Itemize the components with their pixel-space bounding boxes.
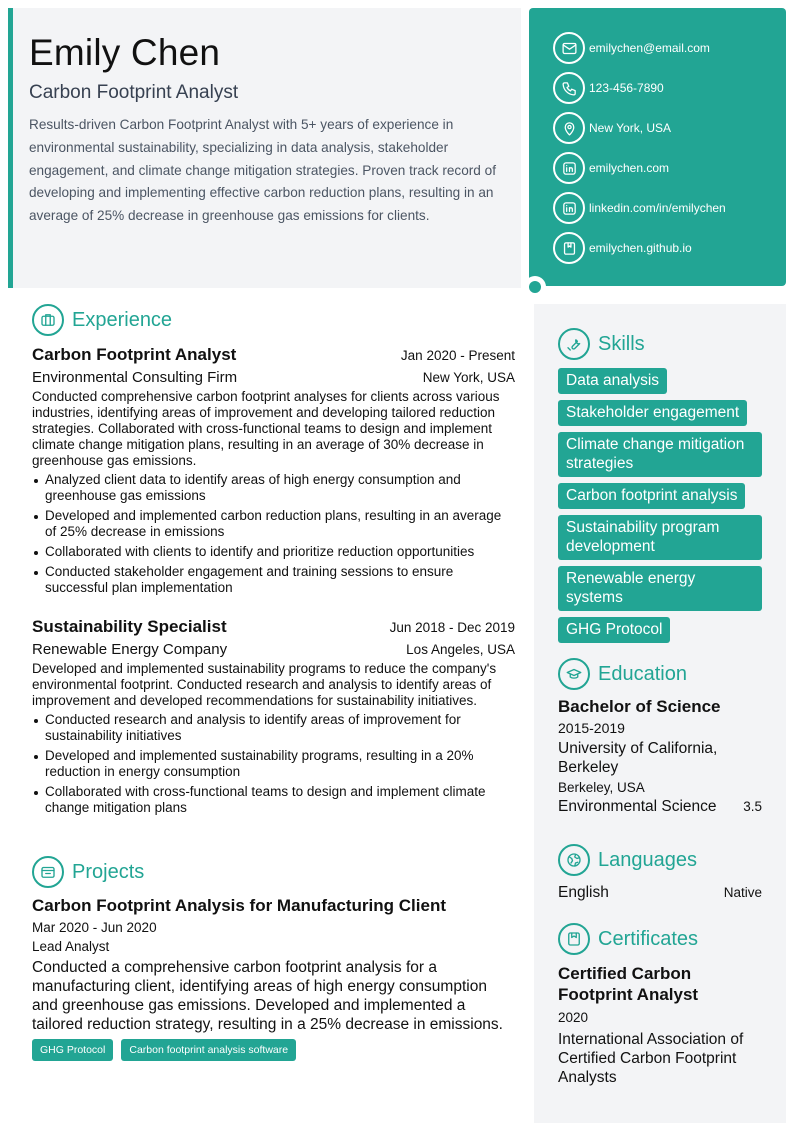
project-title: Carbon Footprint Analysis for Manufacturing Client xyxy=(32,896,446,915)
job-bullets xyxy=(32,472,515,596)
contact-phone[interactable] xyxy=(553,72,664,104)
phone-icon xyxy=(553,72,585,104)
briefcase-icon xyxy=(32,304,64,336)
edu-field: Environmental Science xyxy=(558,798,717,815)
contact-location-text: New York, USA xyxy=(589,121,672,135)
skill-tag: Carbon footprint analysis xyxy=(558,483,745,509)
edu-location: Berkeley, USA xyxy=(558,780,645,795)
edu-degree: Bachelor of Science xyxy=(558,697,721,716)
bullet-item: Conducted stakeholder engagement and training sessions to ensure successful plan implementation xyxy=(32,564,515,596)
edu-school: University of California, Berkeley xyxy=(558,740,718,776)
bullet-item: Collaborated with clients to identify and prioritize reduction opportunities xyxy=(32,544,515,560)
experience-title: Experience xyxy=(72,308,173,331)
cert-issuer: International Association of Certified Carbon Footprint Analysts xyxy=(558,1031,744,1086)
linkedin-icon xyxy=(553,192,585,224)
edu-gpa: 3.5 xyxy=(743,799,762,814)
contact-linkedin[interactable] xyxy=(553,192,726,224)
experience-heading xyxy=(32,304,172,336)
certificate-item xyxy=(558,963,768,1087)
contact-phone-text: 123-456-7890 xyxy=(589,81,664,95)
project-tags xyxy=(32,1039,515,1061)
project-item xyxy=(32,896,515,1061)
project-description: Conducted a comprehensive carbon footprint analysis for a manufacturing client, identifying areas of high energy consumption and greenhouse gas emissions. Developed and implemented a tailored reduction strategy, resulting in a 25% decrease in emissions. xyxy=(32,959,503,1033)
certificates-title: Certificates xyxy=(598,927,699,950)
github-icon xyxy=(553,232,585,264)
contact-email[interactable] xyxy=(553,32,710,64)
education-title: Education xyxy=(598,662,687,685)
graduation-cap-icon xyxy=(558,658,590,690)
skills-heading xyxy=(558,328,645,360)
candidate-name: Emily Chen xyxy=(29,32,221,73)
skill-tag: Climate change mitigation strategies xyxy=(558,432,762,477)
contact-website-text: emilychen.com xyxy=(589,161,670,175)
skill-tag: Sustainability program development xyxy=(558,515,762,560)
bullet-item: Collaborated with cross-functional teams to design and implement climate change mitigation plans xyxy=(32,784,515,816)
contact-github[interactable] xyxy=(553,232,692,264)
job-dates: Jun 2018 - Dec 2019 xyxy=(389,620,515,635)
job-description: Developed and implemented sustainability programs to reduce the company's environmental footprint. Conducted research and analysis to identify areas of improvement and developed recommendations for sustainability initiatives. xyxy=(32,661,497,708)
education-heading xyxy=(558,658,687,690)
location-icon xyxy=(553,112,585,144)
cert-name: Certified Carbon Footprint Analyst xyxy=(558,964,699,1004)
education-item xyxy=(558,697,762,816)
languages-heading xyxy=(558,844,697,876)
job-description: Conducted comprehensive carbon footprint analyses for clients across various industries, identifying areas of improvement and developing tailored reduction strategies. Collaborated with cross-functional teams to design and implement climate change mitigation plans, resulting in an average of 30% decrease in greenhouse gas emissions. xyxy=(32,389,500,468)
experience-item xyxy=(32,617,515,820)
contact-panel xyxy=(529,8,786,286)
project-icon xyxy=(32,856,64,888)
header-panel xyxy=(8,8,521,288)
certificates-heading xyxy=(558,923,698,955)
job-location: New York, USA xyxy=(422,370,515,385)
project-role: Lead Analyst xyxy=(32,939,110,954)
candidate-title: Carbon Footprint Analyst xyxy=(29,82,239,103)
experience-item xyxy=(32,345,515,600)
project-tag: Carbon footprint analysis software xyxy=(121,1039,296,1061)
skills-list xyxy=(558,368,768,649)
edu-years: 2015-2019 xyxy=(558,720,625,736)
job-bullets xyxy=(32,712,515,816)
job-role: Sustainability Specialist xyxy=(32,617,227,636)
skill-tag: Renewable energy systems xyxy=(558,566,762,611)
contact-github-text: emilychen.github.io xyxy=(589,241,692,255)
project-tag: GHG Protocol xyxy=(32,1039,113,1061)
linkedin-icon xyxy=(553,152,585,184)
cert-year: 2020 xyxy=(558,1010,589,1025)
timeline-dot xyxy=(529,281,541,293)
summary: Results-driven Carbon Footprint Analyst with 5+ years of experience in environmental sustainability, specializing in data analysis, stakeholder engagement, and climate change mitigation strategies. Proven track record of developing and implementing effective carbon reduction plans, resulting in an average of 25% decrease in greenhouse gas emissions for clients. xyxy=(29,117,496,224)
project-dates: Mar 2020 - Jun 2020 xyxy=(32,920,157,935)
job-location: Los Angeles, USA xyxy=(406,642,515,657)
projects-heading xyxy=(32,856,144,888)
bullet-item: Developed and implemented sustainability programs, resulting in a 20% reduction in energy consumption xyxy=(32,748,515,780)
bullet-item: Developed and implemented carbon reduction plans, resulting in an average of 25% decrease in emissions xyxy=(32,508,515,540)
job-role: Carbon Footprint Analyst xyxy=(32,345,237,364)
bullet-item: Conducted research and analysis to identify areas of improvement for sustainability initiatives xyxy=(32,712,515,744)
job-company: Renewable Energy Company xyxy=(32,641,228,658)
languages-title: Languages xyxy=(598,848,697,871)
language-level: Native xyxy=(723,885,762,900)
projects-title: Projects xyxy=(72,860,145,883)
job-dates: Jan 2020 - Present xyxy=(400,348,515,363)
globe-icon xyxy=(558,844,590,876)
contact-website[interactable] xyxy=(553,152,669,184)
skills-title: Skills xyxy=(598,332,645,355)
contact-location xyxy=(553,112,671,144)
wrench-icon xyxy=(558,328,590,360)
skill-tag: Data analysis xyxy=(558,368,667,394)
certificate-icon xyxy=(558,923,590,955)
contact-linkedin-text: linkedin.com/in/emilychen xyxy=(589,201,726,215)
bullet-item: Analyzed client data to identify areas of high energy consumption and greenhouse gas emissions xyxy=(32,472,515,504)
skill-tag: GHG Protocol xyxy=(558,617,670,643)
job-company: Environmental Consulting Firm xyxy=(32,369,238,386)
email-icon xyxy=(553,32,585,64)
language-item xyxy=(558,884,762,902)
contact-email-text: emilychen@email.com xyxy=(589,41,710,55)
language-name: English xyxy=(558,884,609,901)
skill-tag: Stakeholder engagement xyxy=(558,400,747,426)
